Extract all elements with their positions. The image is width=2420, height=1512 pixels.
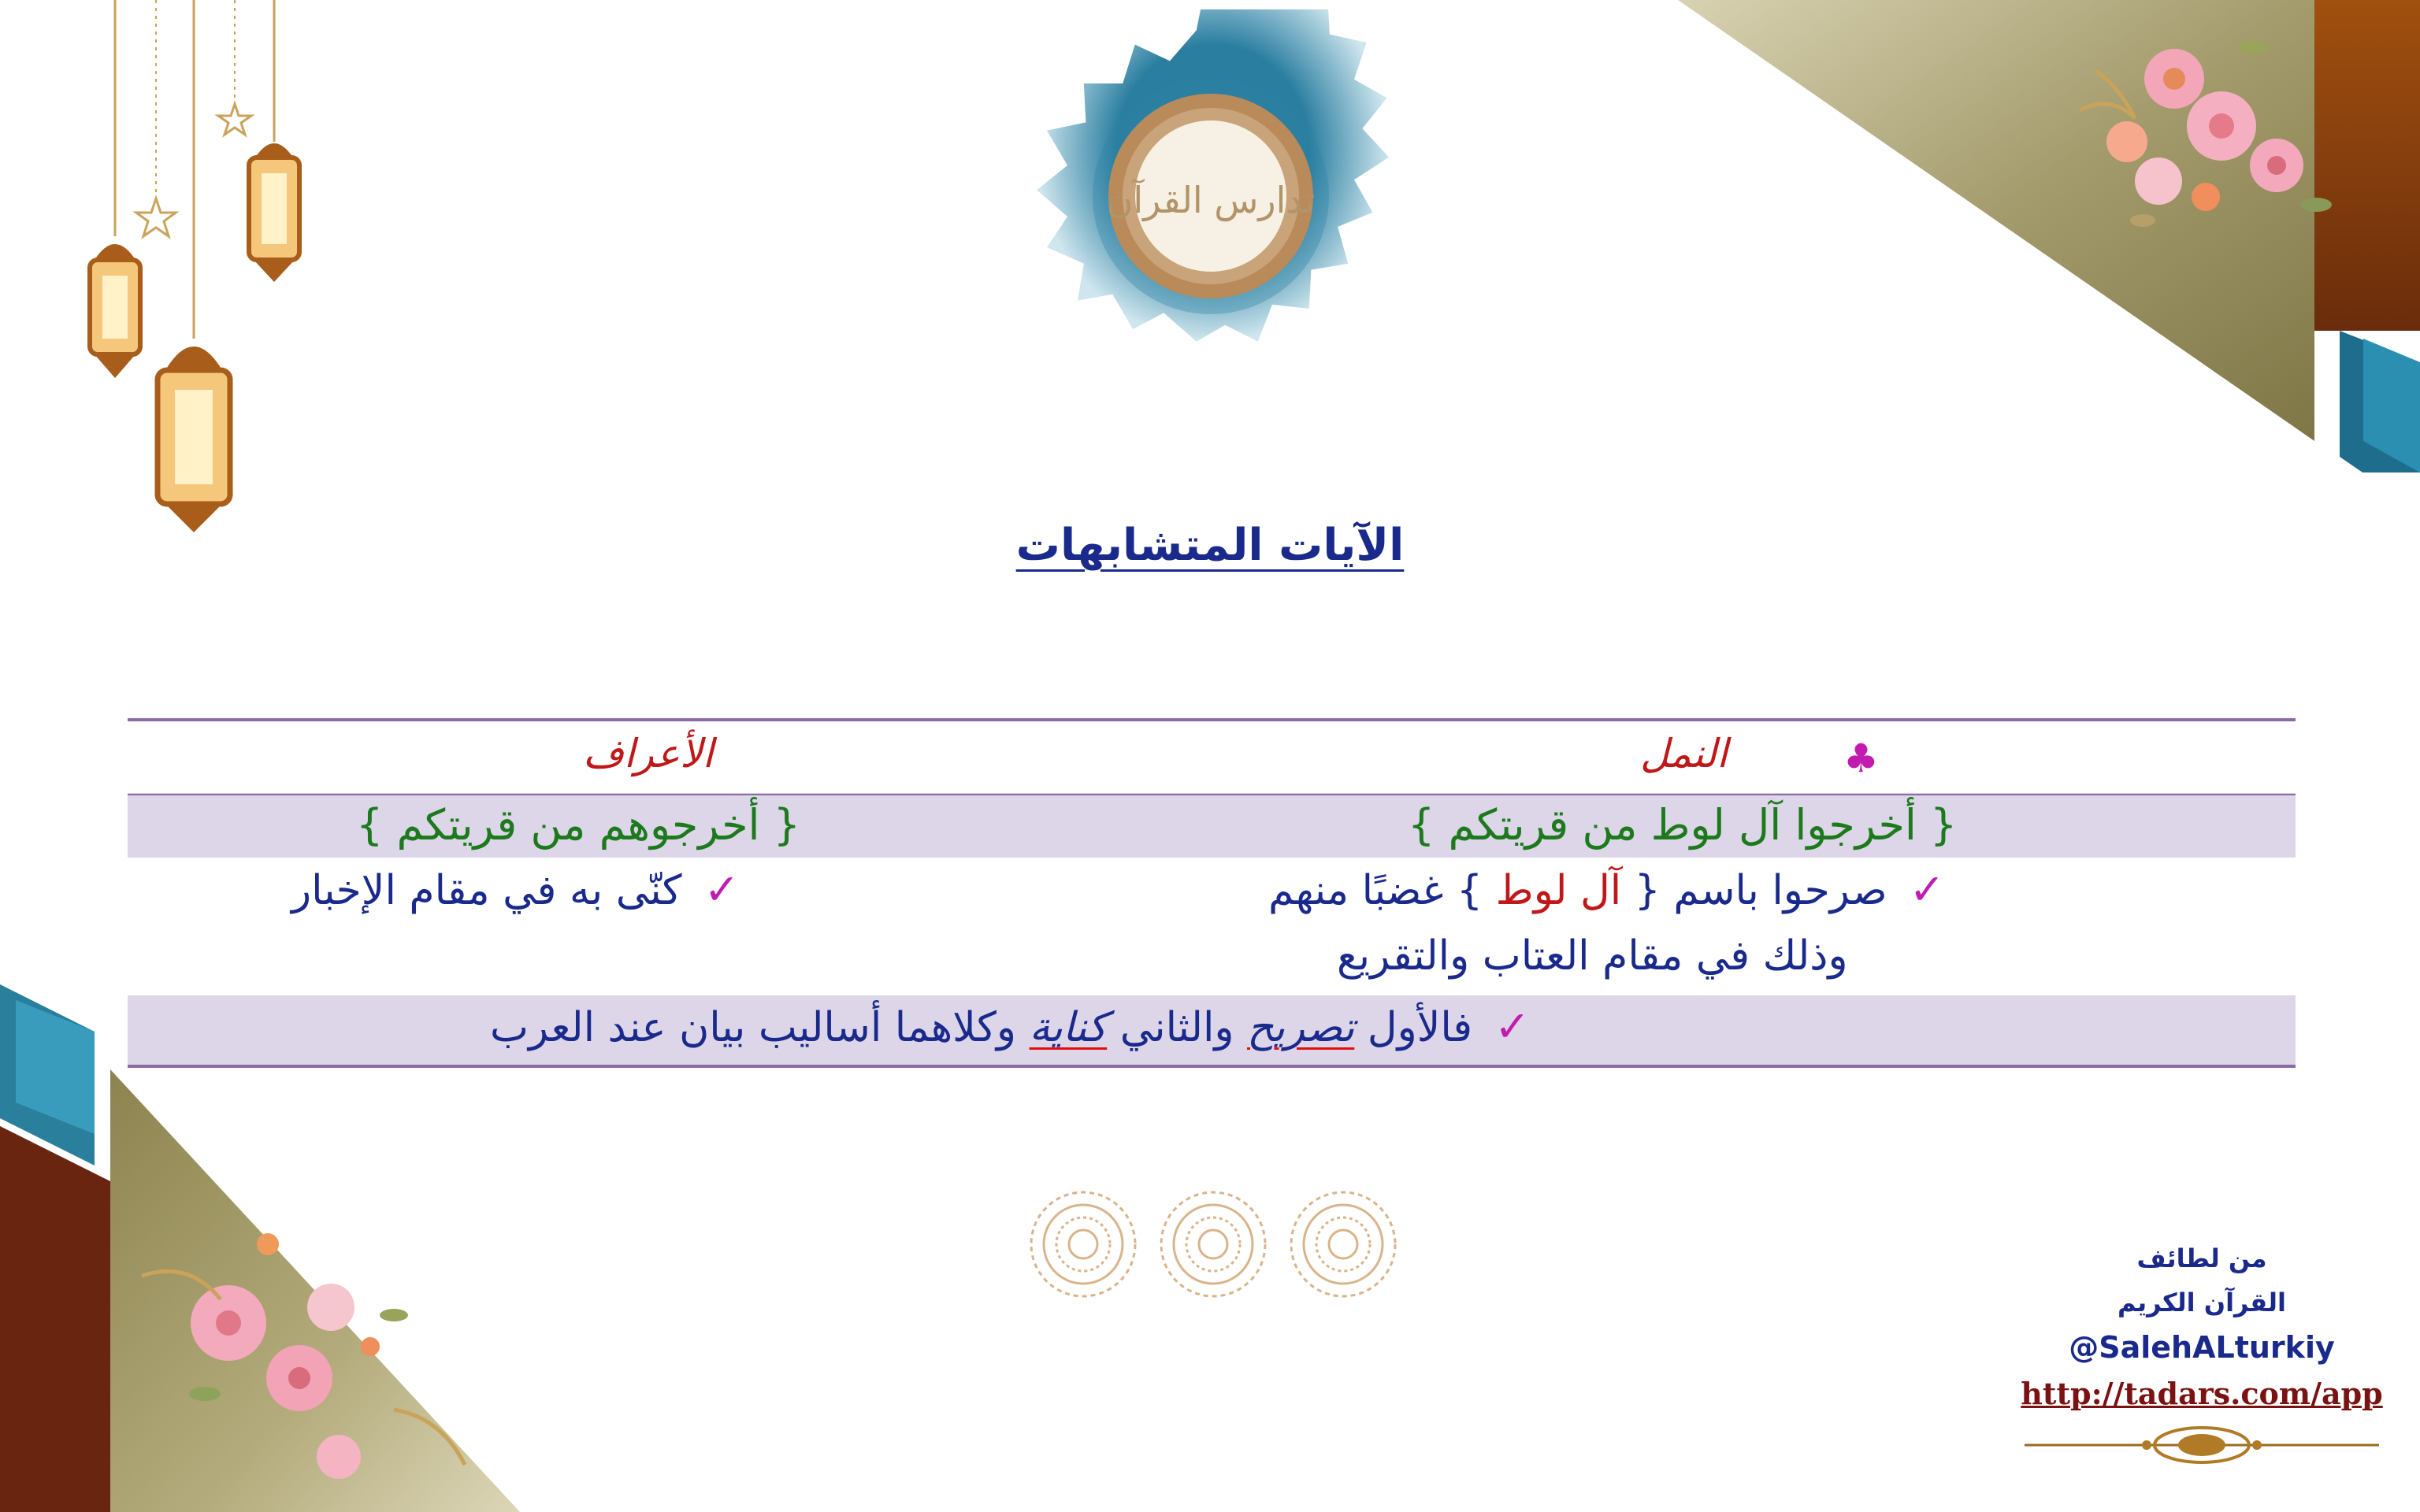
star-icon	[136, 198, 176, 236]
check-icon: ✓	[703, 865, 740, 914]
quran-logo	[1024, 9, 1397, 383]
header-left: الأعراف	[583, 731, 714, 776]
club-icon: ♣	[1843, 736, 1879, 781]
footer-link[interactable]: http://tadars.com/app	[2021, 1376, 2383, 1411]
footer-ornament	[2017, 1418, 2387, 1473]
logo-calligraphy: تدارس القرآن	[1106, 179, 1316, 221]
header-right: النمل	[1640, 731, 1728, 776]
star-icon	[218, 104, 251, 135]
footer-line1: من لطائف	[2136, 1243, 2267, 1273]
check-icon: ✓	[1909, 865, 1945, 914]
lanterns-decoration	[71, 0, 323, 536]
check-icon: ✓	[1494, 1002, 1531, 1051]
page-title: الآيات المتشابهات	[1015, 520, 1405, 571]
comparison-table	[128, 718, 2296, 1068]
note-right: ✓صرحوا باسم { آل لوط } غضبًا منهم	[1268, 865, 1945, 914]
table-rule	[128, 1065, 2296, 1068]
lantern-icon	[249, 143, 299, 282]
footer-handle[interactable]: @SalehALturkiy	[2069, 1330, 2335, 1365]
verse-right: { أخرجوا آل لوط من قريتكم }	[1408, 800, 1958, 850]
note-left: ✓كنّى به في مقام الإخبار	[291, 865, 740, 914]
summary: ✓فالأول تصريح والثاني كناية وكلاهما أساليب بيان عند العرب	[490, 1002, 1531, 1051]
verse-left: { أخرجوهم من قريتكم }	[356, 800, 800, 850]
footer	[2017, 1236, 2387, 1476]
rosette-ornaments	[1024, 1185, 1402, 1303]
table-rule	[128, 794, 2296, 795]
corner-decoration-top-right	[1654, 0, 2420, 472]
note-right-line2: وذلك في مقام العتاب والتقريع	[1337, 932, 1848, 980]
footer-line2: القرآن الكريم	[2118, 1288, 2286, 1317]
table-rule	[128, 718, 2296, 721]
lantern-icon	[90, 244, 140, 378]
lantern-icon	[158, 346, 230, 532]
